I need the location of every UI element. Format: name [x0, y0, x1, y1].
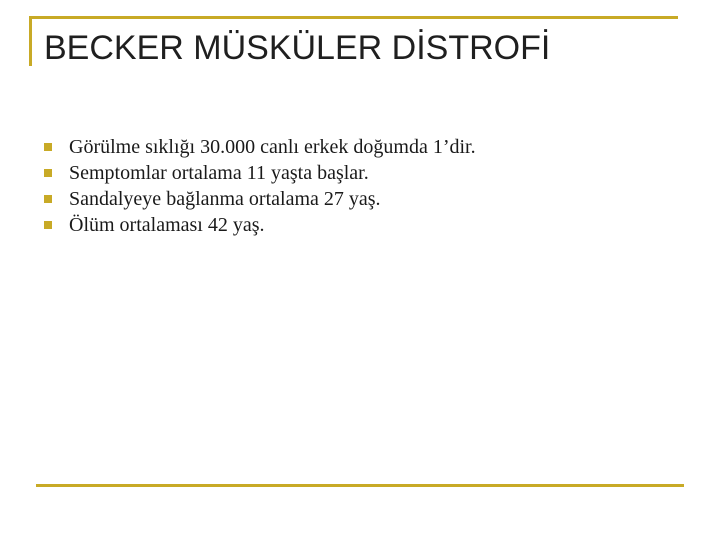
square-bullet-icon	[44, 221, 52, 229]
square-bullet-icon	[44, 195, 52, 203]
bullet-list	[44, 134, 476, 238]
slide-title: BECKER MÜSKÜLER DİSTROFİ	[44, 29, 551, 67]
square-bullet-icon	[44, 143, 52, 151]
bullet-item	[44, 134, 476, 160]
bullet-text: Semptomlar ortalama 11 yaşta başlar.	[69, 161, 369, 184]
bottom-divider-line	[36, 484, 684, 487]
bullet-text: Görülme sıklığı 30.000 canlı erkek doğumda 1’dir.	[69, 135, 476, 158]
bullet-item	[44, 212, 476, 238]
bullet-item	[44, 160, 476, 186]
bullet-text: Ölüm ortalaması 42 yaş.	[69, 213, 265, 236]
square-bullet-icon	[44, 169, 52, 177]
bullet-item	[44, 186, 476, 212]
title-frame-top-line	[29, 16, 678, 19]
bullet-text: Sandalyeye bağlanma ortalama 27 yaş.	[69, 187, 381, 210]
title-frame-left-line	[29, 16, 32, 66]
